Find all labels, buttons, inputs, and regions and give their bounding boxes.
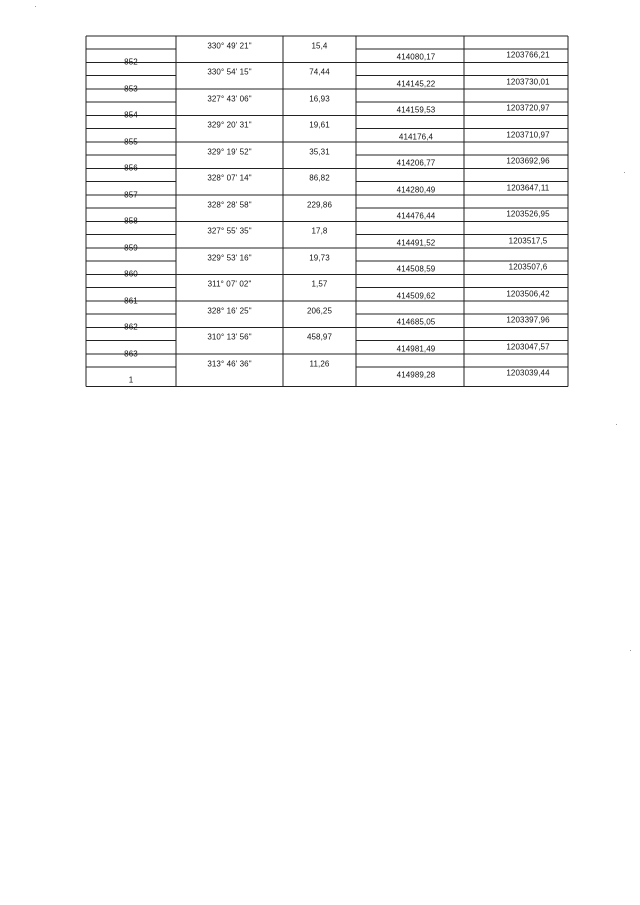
coordinate-x: 414981,49 bbox=[396, 344, 436, 353]
coordinate-x: 414145,22 bbox=[396, 79, 436, 88]
coordinate-y: 1203039,44 bbox=[506, 368, 550, 378]
coordinate-y: 1203766,21 bbox=[506, 50, 550, 60]
scan-speck bbox=[616, 424, 617, 425]
scan-speck bbox=[35, 6, 36, 7]
direction-angle: 311° 07' 02" bbox=[207, 279, 252, 289]
coordinate-x: 414206,77 bbox=[396, 158, 436, 168]
coordinate-x: 414476,44 bbox=[396, 211, 436, 221]
coordinate-y: 1203517,5 bbox=[508, 236, 548, 245]
coordinate-x: 414159,53 bbox=[396, 105, 436, 115]
coordinate-x: 414509,62 bbox=[396, 291, 436, 300]
point-number: 861 bbox=[124, 296, 138, 305]
distance: 86,82 bbox=[309, 173, 330, 183]
direction-angle: 313° 46' 36" bbox=[207, 359, 252, 368]
coordinate-y: 1203720,97 bbox=[506, 103, 550, 113]
coordinate-y: 1203710,97 bbox=[506, 130, 550, 139]
scan-speck bbox=[630, 650, 631, 651]
point-number: 852 bbox=[124, 57, 138, 67]
distance: 1,57 bbox=[311, 279, 328, 289]
point-number: 853 bbox=[124, 84, 138, 93]
point-number: 856 bbox=[124, 163, 138, 173]
coordinate-x: 414080,17 bbox=[396, 52, 436, 62]
distance: 16,93 bbox=[309, 94, 330, 103]
coordinate-x: 414176,4 bbox=[398, 132, 434, 141]
direction-angle: 327° 43' 06" bbox=[207, 94, 252, 103]
direction-angle: 330° 54' 15" bbox=[207, 67, 252, 77]
direction-angle: 328° 07' 14" bbox=[207, 173, 252, 183]
point-number: 857 bbox=[124, 190, 138, 199]
point-number: 859 bbox=[124, 243, 138, 252]
direction-angle: 310° 13' 56" bbox=[207, 332, 252, 342]
direction-angle: 330° 49' 21" bbox=[207, 41, 252, 50]
distance: 19,61 bbox=[309, 120, 330, 130]
coordinate-y: 1203397,96 bbox=[506, 315, 550, 325]
coordinate-x: 414685,05 bbox=[396, 317, 436, 327]
distance: 19,73 bbox=[309, 253, 330, 262]
direction-angle: 327° 55' 35" bbox=[207, 226, 252, 236]
distance: 35,31 bbox=[309, 147, 330, 156]
distance: 458,97 bbox=[306, 332, 333, 342]
scan-speck bbox=[624, 172, 625, 173]
point-number: 860 bbox=[124, 269, 138, 279]
distance: 15,4 bbox=[311, 41, 328, 50]
coordinate-x: 414280,49 bbox=[396, 185, 436, 194]
distance: 17,8 bbox=[311, 226, 328, 236]
coordinate-y: 1203047,57 bbox=[506, 342, 550, 351]
direction-angle: 329° 20' 31" bbox=[207, 120, 252, 130]
distance: 11,26 bbox=[309, 359, 330, 368]
coordinate-x: 414491,52 bbox=[396, 238, 436, 247]
direction-angle: 328° 28' 58" bbox=[207, 200, 252, 209]
coordinates-table bbox=[86, 36, 568, 386]
coordinate-y: 1203507,6 bbox=[508, 262, 548, 272]
distance: 229,86 bbox=[306, 200, 333, 209]
point-number: 1 bbox=[128, 375, 134, 385]
point-number: 854 bbox=[124, 110, 138, 120]
direction-angle: 329° 53' 16" bbox=[207, 253, 252, 262]
point-number: 862 bbox=[124, 322, 138, 332]
coordinate-y: 1203506,42 bbox=[506, 289, 550, 298]
coordinate-y: 1203647,11 bbox=[506, 183, 550, 192]
point-number: 858 bbox=[124, 216, 138, 226]
direction-angle: 329° 19' 52" bbox=[207, 147, 252, 156]
point-number: 855 bbox=[124, 137, 138, 146]
coordinate-x: 414989,28 bbox=[396, 370, 436, 380]
coordinate-x: 414508,59 bbox=[396, 264, 436, 274]
coordinate-y: 1203730,01 bbox=[506, 77, 550, 86]
coordinate-y: 1203692,96 bbox=[506, 156, 550, 166]
distance: 206,25 bbox=[306, 306, 333, 315]
coordinate-y: 1203526,95 bbox=[506, 209, 550, 219]
direction-angle: 328° 16' 25" bbox=[207, 306, 252, 315]
distance: 74,44 bbox=[309, 67, 330, 77]
point-number: 863 bbox=[124, 349, 138, 358]
